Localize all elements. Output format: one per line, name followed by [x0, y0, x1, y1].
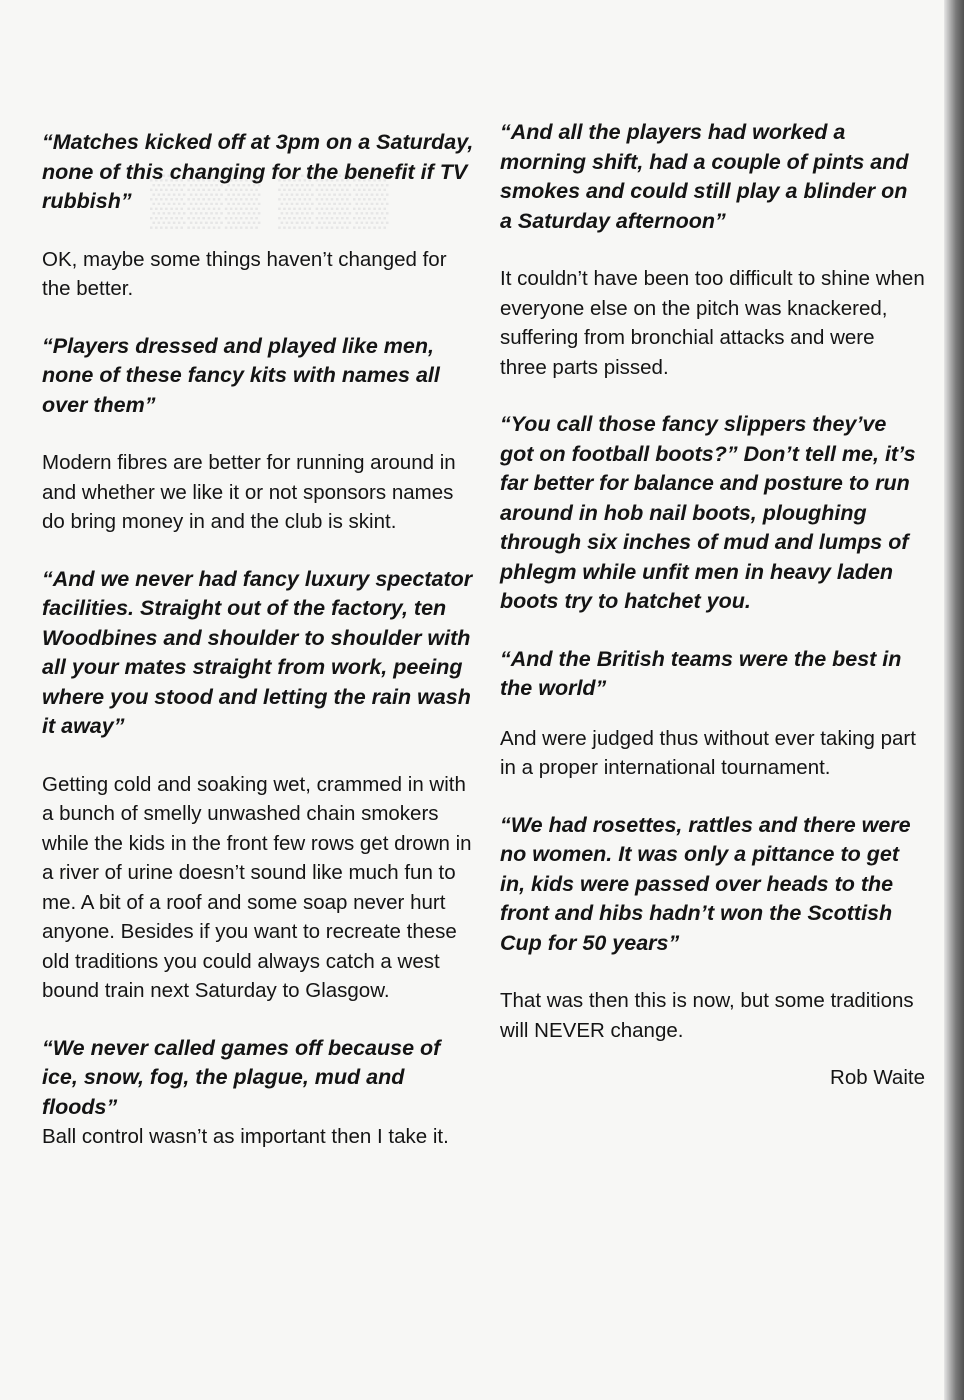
show-through-heading: ▒▒▒ ▒▒▒	[150, 171, 391, 227]
quote-rosettes: “We had rosettes, rattles and there were no women. It was only a pittance to get in, kids were passed over heads to the front and hibs hadn’t won the Scottish Cup for 50 years”	[500, 812, 911, 955]
paragraph-judged: And were judged thus without ever taking part in a proper international tournament.	[500, 726, 916, 779]
paragraph-changes: OK, maybe some things haven’t changed for the better.	[42, 247, 447, 300]
paragraph-shine: It couldn’t have been too difficult to shine when everyone else on the pitch was knackered, suffering from bronchial attacks and were three parts pissed.	[500, 267, 925, 379]
quote-morning-shift: “And all the players had worked a morning shift, had a couple of pints and smokes and could still play a blinder on a Saturday afternoon”	[500, 120, 909, 233]
quote-games-off: “We never called games off because of ice, snow, fog, the plague, mud and floods”	[42, 1035, 441, 1119]
quote-spectator-facilities: “And we never had fancy luxury spectator facilities. Straight out of the factory, ten Woodbines and shoulder to shoulder with all your mates straight from work, peeing where you stood and letting the rain wash it away”	[42, 566, 473, 738]
quote-players-dressed: “Players dressed and played like men, none of these fancy kits with names all over them”	[42, 333, 440, 417]
quote-kickoff-times: “Matches kicked off at 3pm on a Saturday, none of this changing for the benefit if TV rubbish”	[42, 130, 474, 213]
quote-british-teams: “And the British teams were the best in the world”	[500, 646, 902, 700]
quote-fancy-slippers: “You call those fancy slippers they’ve got on football boots?” Don’t tell me, it’s far better for balance and posture to run around in hob nail boots, ploughing through six inches of mud and lumps of phlegm while unfit men in heavy laden boots try to hatchet you.	[500, 412, 916, 613]
page-edge-shadow	[944, 0, 964, 1400]
right-column	[500, 118, 925, 1121]
paragraph-then-now: That was then this is now, but some traditions will NEVER change.	[500, 989, 914, 1042]
paragraph-modern-fibres: Modern fibres are better for running around in and whether we like it or not sponsors names do bring money in and the club is skint.	[42, 451, 456, 533]
left-column	[42, 128, 474, 1180]
author-signature: Rob Waite	[830, 1066, 925, 1089]
paragraph-ball-control: Ball control wasn’t as important then I take it.	[42, 1125, 449, 1148]
paragraph-cold-wet: Getting cold and soaking wet, crammed in with a bunch of smelly unwashed chain smokers while the kids in the front few rows get drown in a river of urine doesn’t sound like much fun to me. A bit of a roof and some soap never hurt anyone. Besides if you want to recreate these old traditions you could always catch a west bound train next Saturday to Glasgow.	[42, 772, 472, 1002]
